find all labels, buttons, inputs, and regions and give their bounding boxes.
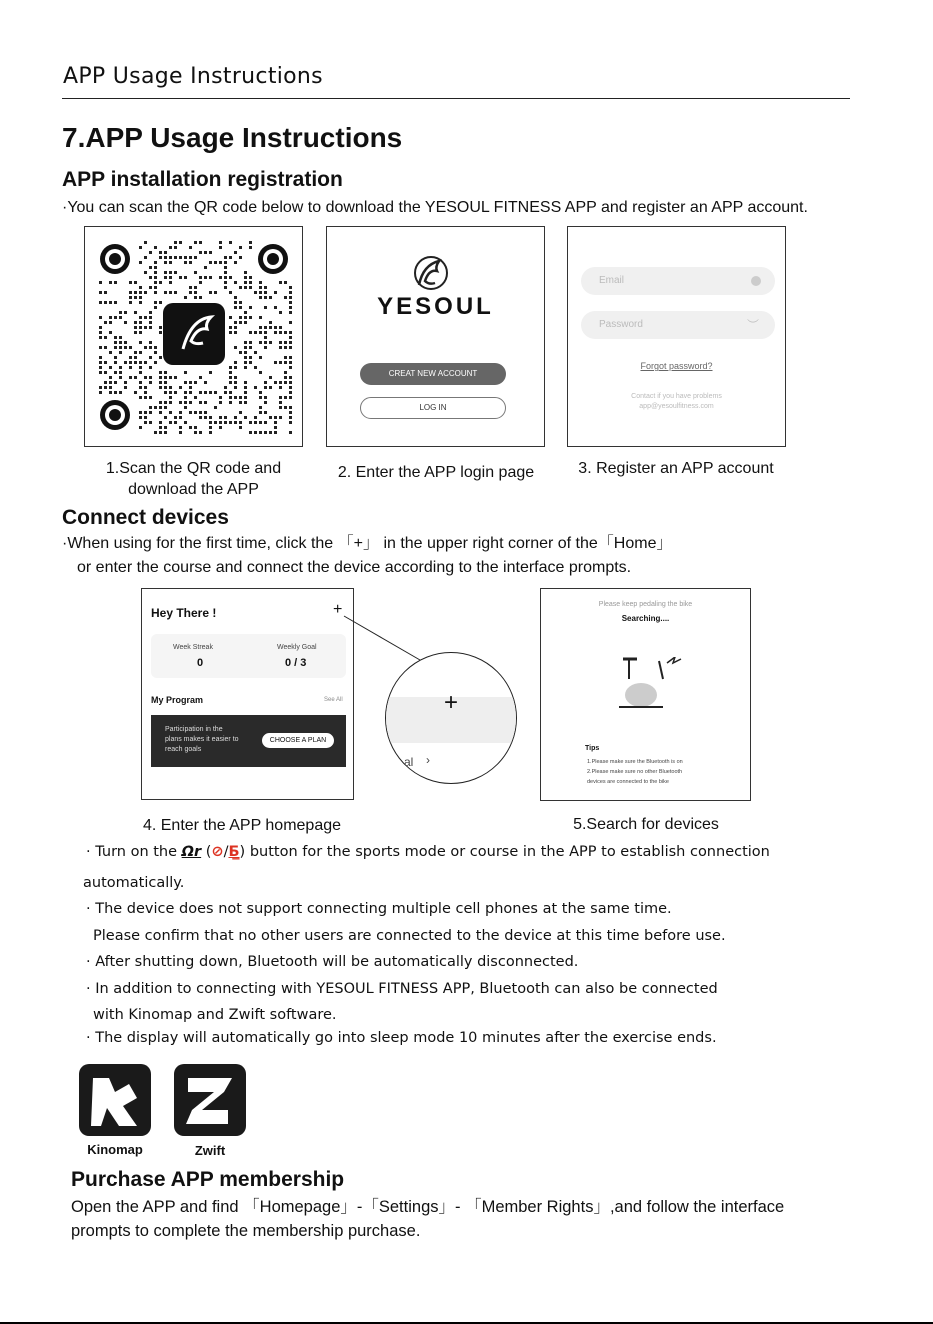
install-heading: APP installation registration: [62, 168, 343, 191]
caption-4: 4. Enter the APP homepage: [142, 817, 342, 834]
membership-line-1: Open the APP and find 「Homepage」-「Settings」- 「Member Rights」,and follow the interface: [71, 1198, 785, 1216]
banner-line-3: reach goals: [165, 746, 202, 753]
program-title: My Program: [151, 695, 204, 705]
banner-line-2: plans makes it easier to: [165, 736, 239, 743]
connect-text-2: or enter the course and connect the device according to the interface prompts.: [77, 559, 632, 576]
note-2b: Please confirm that no other users are connected to the device at this time before use.: [93, 928, 726, 944]
note-5: · The display will automatically go into sleep mode 10 minutes after the exercise ends.: [86, 1030, 717, 1046]
note-1-post: button for the sports mode or course in the APP to establish connection: [249, 844, 770, 860]
caption-5: 5.Search for devices: [573, 816, 719, 833]
note-3: · After shutting down, Bluetooth will be automatically disconnected.: [86, 954, 579, 970]
caption-1a: 1.Scan the QR code and: [105, 460, 282, 477]
contact-line-2: app@yesoulfitness.com: [639, 403, 714, 410]
password-field[interactable]: Password ︶: [581, 311, 775, 339]
note-4a: · In addition to connecting with YESOUL FITNESS APP, Bluetooth can also be connected: [86, 981, 718, 997]
qr-code-icon: [85, 227, 302, 446]
greeting: Hey There !: [151, 606, 217, 620]
zwift-label: Zwift: [194, 1143, 226, 1158]
note-1: · Turn on the Ωr (⊘/Б̲) button for the sports mode or course in the APP to establish connection: [86, 844, 770, 860]
zoom-circle: [385, 652, 517, 784]
tip-1: 1.Please make sure the Bluetooth is on: [587, 759, 683, 765]
email-field[interactable]: Email: [581, 267, 775, 295]
goal-label[interactable]: Weekly Goal: [277, 644, 317, 651]
caption-2: 2. Enter the APP login page: [337, 464, 535, 481]
eye-icon[interactable]: ︶: [746, 318, 759, 332]
brand-wordmark: YESOUL: [377, 293, 494, 320]
stats-card: [151, 634, 346, 678]
zwift-icon: [174, 1064, 246, 1136]
goal-value: 0 / 3: [285, 657, 307, 669]
qr-code-box: [84, 226, 303, 447]
mode-icon: Ωr: [181, 844, 202, 860]
tip-2: 2.Please make sure no other Bluetooth: [587, 769, 683, 775]
forgot-password-link[interactable]: Forgot password?: [640, 361, 713, 371]
note-1-cont: automatically.: [83, 875, 185, 891]
streak-value: 0: [197, 657, 204, 669]
login-screen: [326, 226, 545, 447]
home-screen: [141, 588, 354, 800]
connect-heading: Connect devices: [62, 506, 229, 529]
membership-heading: Purchase APP membership: [71, 1168, 345, 1191]
connect-text-1: ·When using for the first time, click the 「+」 in the upper right corner of the「Home」: [62, 535, 673, 552]
zoom-plus-icon: +: [444, 689, 459, 716]
choose-plan-button[interactable]: CHOOSE A PLAN: [262, 733, 334, 748]
bike-icon: [613, 657, 693, 713]
pedal-prompt: Please keep pedaling the bike: [598, 601, 693, 608]
create-account-button[interactable]: CREAT NEW ACCOUNT: [360, 363, 506, 385]
clear-icon[interactable]: [751, 276, 761, 286]
running-header: APP Usage Instructions: [63, 64, 323, 89]
section-title: 7.APP Usage Instructions: [62, 122, 403, 153]
caption-3: 3. Register an APP account: [578, 460, 774, 477]
tip-3: devices are connected to the bike: [587, 779, 669, 785]
header-divider: [62, 98, 850, 99]
register-screen: [567, 226, 786, 447]
zoom-fragment: al: [404, 755, 414, 769]
note-2a: · The device does not support connecting multiple cell phones at the same time.: [86, 901, 672, 917]
callout-line: [340, 612, 430, 664]
contact-line-1: Contact if you have problems: [631, 393, 722, 400]
streak-label: Week Streak: [173, 644, 213, 651]
yesoul-logo-icon: [413, 255, 449, 291]
install-text: ·You can scan the QR code below to download the YESOUL FITNESS APP and register an APP account.: [62, 199, 808, 216]
caption-1b: download the APP: [128, 481, 259, 498]
login-button[interactable]: LOG IN: [360, 397, 506, 419]
course-icon: ⊘: [211, 844, 224, 860]
kinomap-label: Kinomap: [87, 1142, 143, 1157]
chevron-right-icon: ›: [426, 753, 430, 767]
tips-title: Tips: [585, 745, 600, 752]
note-4b: with Kinomap and Zwift software.: [93, 1007, 337, 1023]
search-screen: [540, 588, 751, 801]
sport-icon: Б̲: [228, 844, 240, 860]
program-banner: [151, 715, 346, 767]
add-device-plus-icon[interactable]: +: [333, 601, 343, 618]
see-all-link[interactable]: See All: [324, 697, 343, 703]
banner-line-1: Participation in the: [165, 726, 223, 733]
kinomap-icon: [79, 1064, 151, 1136]
membership-line-2: prompts to complete the membership purchase.: [71, 1222, 421, 1240]
search-status: Searching....: [621, 614, 670, 623]
note-1-pre: · Turn on the: [86, 844, 178, 860]
